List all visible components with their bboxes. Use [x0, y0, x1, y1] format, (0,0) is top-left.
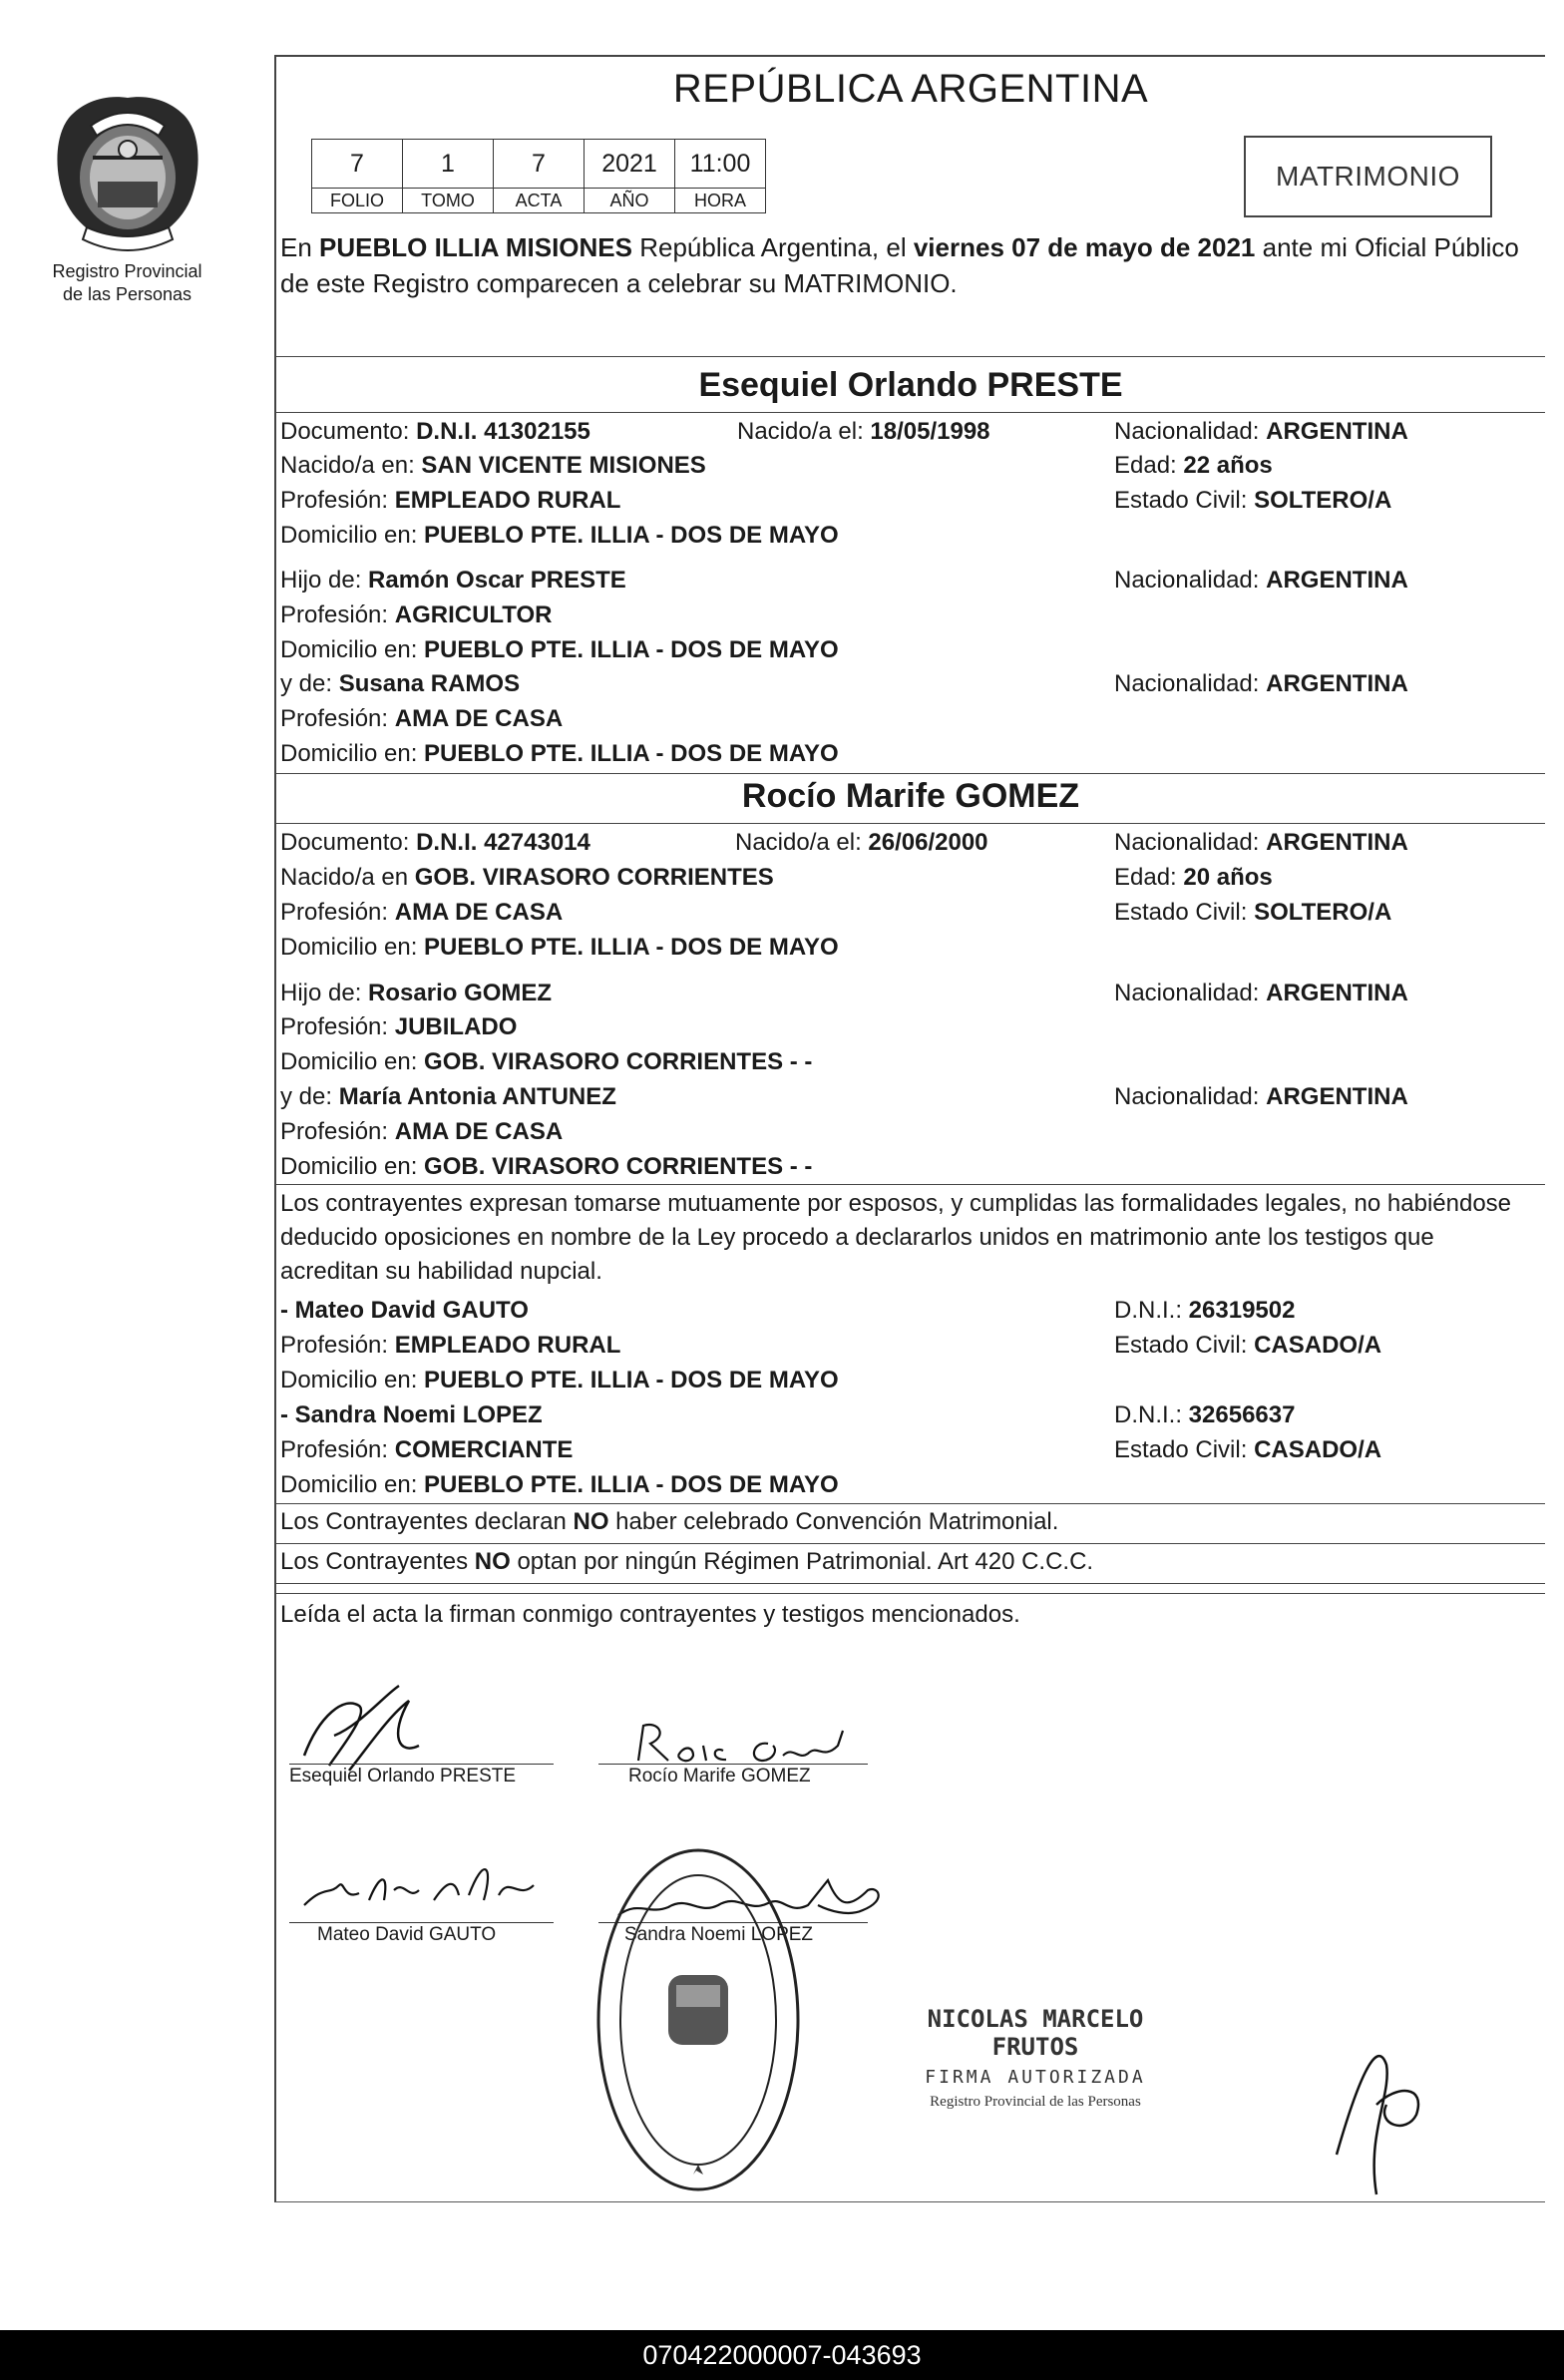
- signature-label-3: Mateo David GAUTO: [317, 1924, 497, 1945]
- spouse2-parent2-nacionalidad: Nacionalidad: ARGENTINA: [1114, 1083, 1408, 1110]
- witness2-profesion: Profesión: COMERCIANTE: [280, 1436, 574, 1463]
- spouse2-parent2: y de: María Antonia ANTUNEZ: [280, 1083, 616, 1110]
- stamp-line2: FIRMA AUTORIZADA: [925, 2067, 1146, 2088]
- act-type-box: MATRIMONIO: [1244, 136, 1492, 217]
- spouse2-name: Rocío Marife GOMEZ: [741, 777, 1080, 815]
- registry-logo: [40, 90, 214, 305]
- declaration-paragraph: Los contrayentes expresan tomarse mutuamente por esposos, y cumplidas las formalidades legales, no habiéndose deducido oposiciones en nombre de la Ley procedo a declararlos unidos en matrimonio ante los testigos que acreditan su habilidad nupcial.: [280, 1190, 1512, 1285]
- signature-label-2: Rocío Marife GOMEZ: [628, 1766, 811, 1786]
- acta-label: ACTA: [494, 189, 585, 213]
- intro-paragraph: En PUEBLO ILLIA MISIONES República Argentina, el viernes 07 de mayo de 2021 ante mi Oficial Público de este Registro comparecen a celebrar su MATRIMONIO.: [280, 232, 1519, 298]
- stamp-line1: NICOLAS MARCELO FRUTOS: [927, 2005, 1144, 2061]
- witness2-domicilio: Domicilio en: PUEBLO PTE. ILLIA - DOS DE MAYO: [280, 1471, 839, 1498]
- spouse1-parent2-domicilio: Domicilio en: PUEBLO PTE. ILLIA - DOS DE MAYO: [280, 740, 839, 767]
- spouse2-nacido-el: Nacido/a el: 26/06/2000: [735, 829, 988, 856]
- signature-label-1: Esequiel Orlando PRESTE: [289, 1766, 517, 1786]
- time-value: 11:00: [675, 140, 766, 189]
- witness1-dni: D.N.I.: 26319502: [1114, 1297, 1296, 1324]
- spouse2-nacido-en: Nacido/a en GOB. VIRASORO CORRIENTES: [280, 864, 774, 891]
- convention-statement: Los Contrayentes declaran NO haber celebrado Convención Matrimonial.: [280, 1508, 1059, 1535]
- spouse1-estado-civil: Estado Civil: SOLTERO/A: [1114, 487, 1392, 514]
- acta-value: 7: [494, 140, 585, 189]
- official-seal-icon: [588, 1835, 808, 2204]
- spouse1-parent1: Hijo de: Ramón Oscar PRESTE: [280, 567, 626, 594]
- year-label: AÑO: [585, 189, 675, 213]
- tomo-label: TOMO: [403, 189, 494, 213]
- time-label: HORA: [675, 189, 766, 213]
- logo-caption-line1: Registro Provincial: [52, 261, 202, 281]
- spouse1-parent2-profesion: Profesión: AMA DE CASA: [280, 705, 564, 732]
- spouse1-nacido-en: Nacido/a en: SAN VICENTE MISIONES: [280, 452, 706, 479]
- registry-table: [311, 139, 766, 213]
- spouse1-domicilio: Domicilio en: PUEBLO PTE. ILLIA - DOS DE MAYO: [280, 522, 839, 549]
- logo-caption-line2: de las Personas: [62, 284, 193, 304]
- spouse2-parent1-nacionalidad: Nacionalidad: ARGENTINA: [1114, 980, 1408, 1006]
- witness2-estado-civil: Estado Civil: CASADO/A: [1114, 1436, 1382, 1463]
- year-value: 2021: [585, 140, 675, 189]
- spouse2-estado-civil: Estado Civil: SOLTERO/A: [1114, 899, 1392, 926]
- folio-value: 7: [312, 140, 403, 189]
- spouse1-documento: Documento: D.N.I. 41302155: [280, 418, 590, 445]
- spouse1-edad: Edad: 22 años: [1114, 452, 1273, 479]
- spouse2-edad: Edad: 20 años: [1114, 864, 1273, 891]
- spouse2-parent2-domicilio: Domicilio en: GOB. VIRASORO CORRIENTES - -: [280, 1153, 813, 1180]
- witness1-estado-civil: Estado Civil: CASADO/A: [1114, 1332, 1382, 1359]
- regime-statement: Los Contrayentes NO optan por ningún Régimen Patrimonial. Art 420 C.C.C.: [280, 1548, 1094, 1575]
- spouse1-nacionalidad: Nacionalidad: ARGENTINA: [1114, 418, 1408, 445]
- witness1-name: - Mateo David GAUTO: [280, 1297, 529, 1324]
- signature-mateo-icon: [284, 1845, 574, 1925]
- spouse2-parent1-domicilio: Domicilio en: GOB. VIRASORO CORRIENTES - -: [280, 1048, 813, 1075]
- spouse2-domicilio: Domicilio en: PUEBLO PTE. ILLIA - DOS DE MAYO: [280, 934, 839, 961]
- spouse1-name: Esequiel Orlando PRESTE: [698, 366, 1123, 404]
- spouse1-parent1-nacionalidad: Nacionalidad: ARGENTINA: [1114, 567, 1408, 594]
- official-stamp: [886, 2005, 1185, 2111]
- intro-date: viernes 07 de mayo de 2021: [913, 232, 1256, 262]
- spouse1-profesion: Profesión: EMPLEADO RURAL: [280, 487, 621, 514]
- spouse1-parent2-nacionalidad: Nacionalidad: ARGENTINA: [1114, 670, 1408, 697]
- tomo-value: 1: [403, 140, 494, 189]
- witness1-profesion: Profesión: EMPLEADO RURAL: [280, 1332, 621, 1359]
- intro-place: PUEBLO ILLIA MISIONES: [319, 232, 632, 262]
- document-barcode-number: 070422000007-043693: [0, 2330, 1564, 2380]
- spouse1-parent2: y de: Susana RAMOS: [280, 670, 521, 697]
- spouse1-parent1-profesion: Profesión: AGRICULTOR: [280, 601, 553, 628]
- spouse2-parent1-profesion: Profesión: JUBILADO: [280, 1013, 518, 1040]
- spouse1-parent1-domicilio: Domicilio en: PUEBLO PTE. ILLIA - DOS DE MAYO: [280, 636, 839, 663]
- spouse2-profesion: Profesión: AMA DE CASA: [280, 899, 564, 926]
- spouse2-parent2-profesion: Profesión: AMA DE CASA: [280, 1118, 564, 1145]
- authorized-signature-icon: [1317, 2025, 1446, 2204]
- spouse2-documento: Documento: D.N.I. 42743014: [280, 829, 590, 856]
- document-title: REPÚBLICA ARGENTINA: [672, 67, 1149, 111]
- witness2-name: - Sandra Noemi LOPEZ: [280, 1401, 543, 1428]
- closing-statement: Leída el acta la firman conmigo contrayentes y testigos mencionados.: [280, 1601, 1020, 1628]
- folio-label: FOLIO: [312, 189, 403, 213]
- spouse2-parent1: Hijo de: Rosario GOMEZ: [280, 980, 553, 1006]
- province-coat-of-arms-icon: [43, 90, 212, 259]
- signature-label-4: Sandra Noemi LOPEZ: [624, 1924, 814, 1945]
- stamp-line3: Registro Provincial de las Personas: [930, 2094, 1141, 2110]
- spouse2-nacionalidad: Nacionalidad: ARGENTINA: [1114, 829, 1408, 856]
- witness1-domicilio: Domicilio en: PUEBLO PTE. ILLIA - DOS DE MAYO: [280, 1367, 839, 1393]
- witness2-dni: D.N.I.: 32656637: [1114, 1401, 1296, 1428]
- spouse1-nacido-el: Nacido/a el: 18/05/1998: [737, 418, 990, 445]
